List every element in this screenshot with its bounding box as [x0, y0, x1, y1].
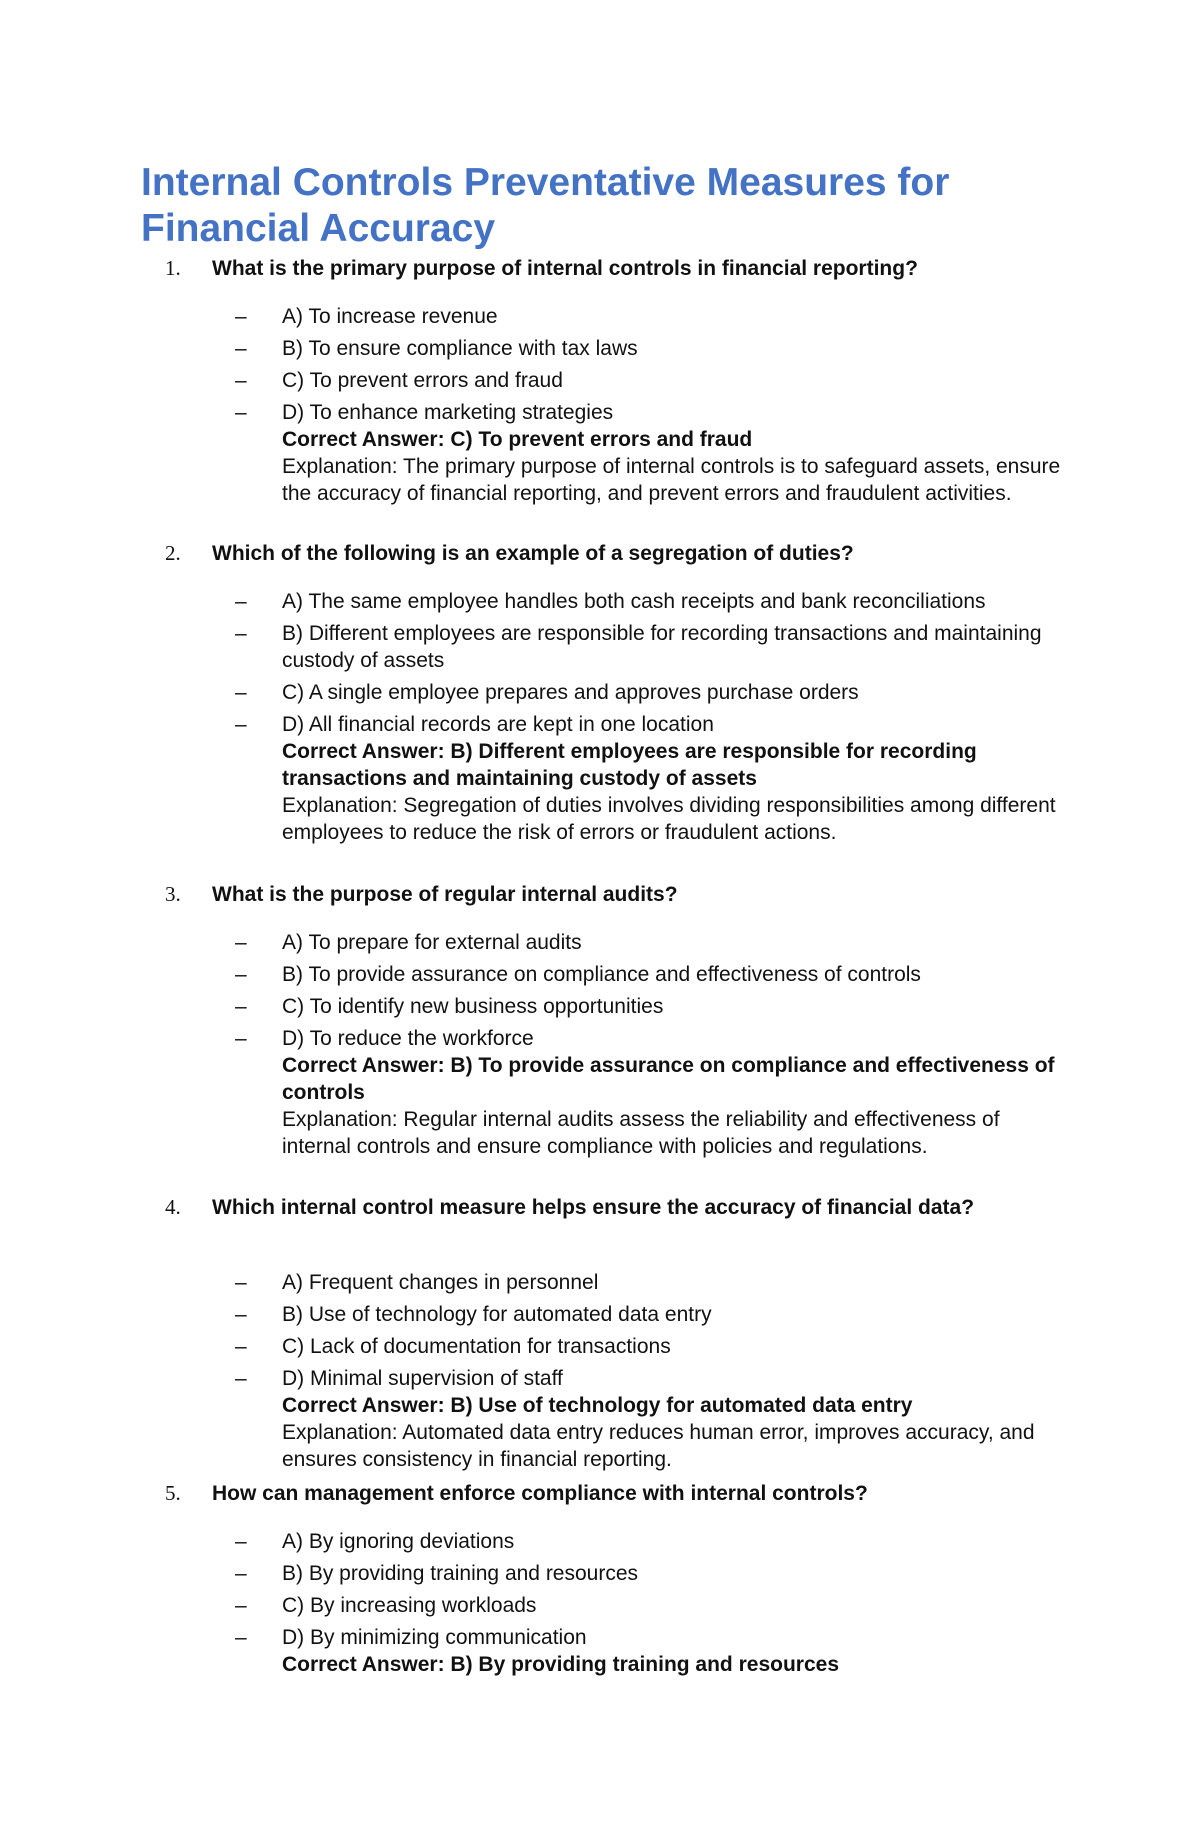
correct-answer: Correct Answer: C) To prevent errors and fraud	[282, 428, 753, 451]
option-c	[0, 367, 1200, 394]
dash-bullet: –	[235, 1626, 247, 1649]
option-d	[0, 399, 1200, 426]
question-header	[0, 255, 1200, 282]
question-number: 2.	[165, 541, 181, 565]
dash-bullet: –	[235, 995, 247, 1018]
question-5	[0, 1480, 1200, 1678]
option-text: A) To prepare for external audits	[282, 931, 582, 954]
options-list	[0, 588, 1200, 738]
question-text: How can management enforce compliance with internal controls?	[212, 1482, 868, 1505]
explanation: Explanation: Automated data entry reduces human error, improves accuracy, and ensures consistency in financial reporting.	[282, 1421, 1035, 1471]
dash-bullet: –	[235, 401, 247, 424]
dash-bullet: –	[235, 590, 247, 613]
option-b	[0, 1301, 1200, 1328]
option-c	[0, 1333, 1200, 1360]
question-text: What is the primary purpose of internal controls in financial reporting?	[212, 257, 918, 280]
correct-answer: Correct Answer: B) To provide assurance on compliance and effectiveness of controls	[282, 1054, 1055, 1104]
dash-bullet: –	[235, 1271, 247, 1294]
option-text: D) To reduce the workforce	[282, 1027, 534, 1050]
explanation: Explanation: Regular internal audits assess the reliability and effectiveness of internal controls and ensure compliance with policies and regulations.	[282, 1108, 1000, 1158]
dash-bullet: –	[235, 337, 247, 360]
question-text: Which internal control measure helps ensure the accuracy of financial data?	[212, 1196, 975, 1219]
question-1	[0, 255, 1200, 507]
option-a	[0, 588, 1200, 615]
option-text: A) By ignoring deviations	[282, 1530, 515, 1553]
dash-bullet: –	[235, 369, 247, 392]
option-text: D) All financial records are kept in one location	[282, 713, 714, 736]
option-d	[0, 1025, 1200, 1052]
dash-bullet: –	[235, 1335, 247, 1358]
question-header	[0, 1194, 1200, 1248]
option-text: D) Minimal supervision of staff	[282, 1367, 563, 1390]
option-b	[0, 335, 1200, 362]
option-text: B) To provide assurance on compliance and effectiveness of controls	[282, 963, 921, 986]
correct-answer: Correct Answer: B) Different employees are responsible for recording transactions and maintaining custody of assets	[282, 740, 977, 790]
option-b	[0, 620, 1200, 674]
options-list	[0, 303, 1200, 426]
option-text: C) To identify new business opportunities	[282, 995, 664, 1018]
option-d	[0, 1365, 1200, 1392]
option-d	[0, 711, 1200, 738]
dash-bullet: –	[235, 1303, 247, 1326]
dash-bullet: –	[235, 963, 247, 986]
explanation: Explanation: The primary purpose of internal controls is to safeguard assets, ensure the accuracy of financial reporting, and prevent errors and fraudulent activities.	[282, 455, 1061, 505]
option-c	[0, 1592, 1200, 1619]
dash-bullet: –	[235, 931, 247, 954]
option-text: B) Use of technology for automated data entry	[282, 1303, 712, 1326]
question-header	[0, 540, 1200, 567]
option-text: D) To enhance marketing strategies	[282, 401, 614, 424]
option-a	[0, 303, 1200, 330]
option-a	[0, 929, 1200, 956]
correct-answer: Correct Answer: B) Use of technology for automated data entry	[282, 1394, 913, 1417]
document-title: Internal Controls Preventative Measures for Financial Accuracy	[141, 161, 950, 250]
option-text: B) By providing training and resources	[282, 1562, 639, 1585]
options-list	[0, 1528, 1200, 1651]
question-number: 1.	[165, 256, 181, 280]
options-list	[0, 1269, 1200, 1392]
question-2	[0, 540, 1200, 846]
option-b	[0, 961, 1200, 988]
option-text: A) The same employee handles both cash receipts and bank reconciliations	[282, 590, 986, 613]
question-text: What is the purpose of regular internal audits?	[212, 883, 678, 906]
question-number: 4.	[165, 1195, 181, 1219]
dash-bullet: –	[235, 713, 247, 736]
dash-bullet: –	[235, 1530, 247, 1553]
explanation: Explanation: Segregation of duties involves dividing responsibilities among different employees to reduce the risk of errors or fraudulent actions.	[282, 794, 1056, 844]
option-a	[0, 1528, 1200, 1555]
option-text: D) By minimizing communication	[282, 1626, 587, 1649]
option-text: B) To ensure compliance with tax laws	[282, 337, 638, 360]
option-c	[0, 679, 1200, 706]
options-list	[0, 929, 1200, 1052]
option-d	[0, 1624, 1200, 1651]
question-3	[0, 881, 1200, 1160]
option-a	[0, 1269, 1200, 1296]
option-text: A) To increase revenue	[282, 305, 498, 328]
dash-bullet: –	[235, 1367, 247, 1390]
question-header	[0, 1480, 1200, 1507]
dash-bullet: –	[235, 1594, 247, 1617]
option-b	[0, 1560, 1200, 1587]
option-c	[0, 993, 1200, 1020]
question-number: 3.	[165, 882, 181, 906]
dash-bullet: –	[235, 1027, 247, 1050]
dash-bullet: –	[235, 622, 247, 645]
dash-bullet: –	[235, 1562, 247, 1585]
correct-answer: Correct Answer: B) By providing training and resources	[282, 1653, 839, 1676]
option-text: C) To prevent errors and fraud	[282, 369, 563, 392]
question-4	[0, 1194, 1200, 1473]
option-text: C) A single employee prepares and approves purchase orders	[282, 681, 859, 704]
dash-bullet: –	[235, 681, 247, 704]
question-number: 5.	[165, 1481, 181, 1505]
option-text: C) By increasing workloads	[282, 1594, 537, 1617]
dash-bullet: –	[235, 305, 247, 328]
option-text: C) Lack of documentation for transactions	[282, 1335, 671, 1358]
option-text: B) Different employees are responsible for recording transactions and maintaining custody of assets	[282, 622, 1042, 672]
question-text: Which of the following is an example of a segregation of duties?	[212, 542, 854, 565]
option-text: A) Frequent changes in personnel	[282, 1271, 599, 1294]
question-header	[0, 881, 1200, 908]
